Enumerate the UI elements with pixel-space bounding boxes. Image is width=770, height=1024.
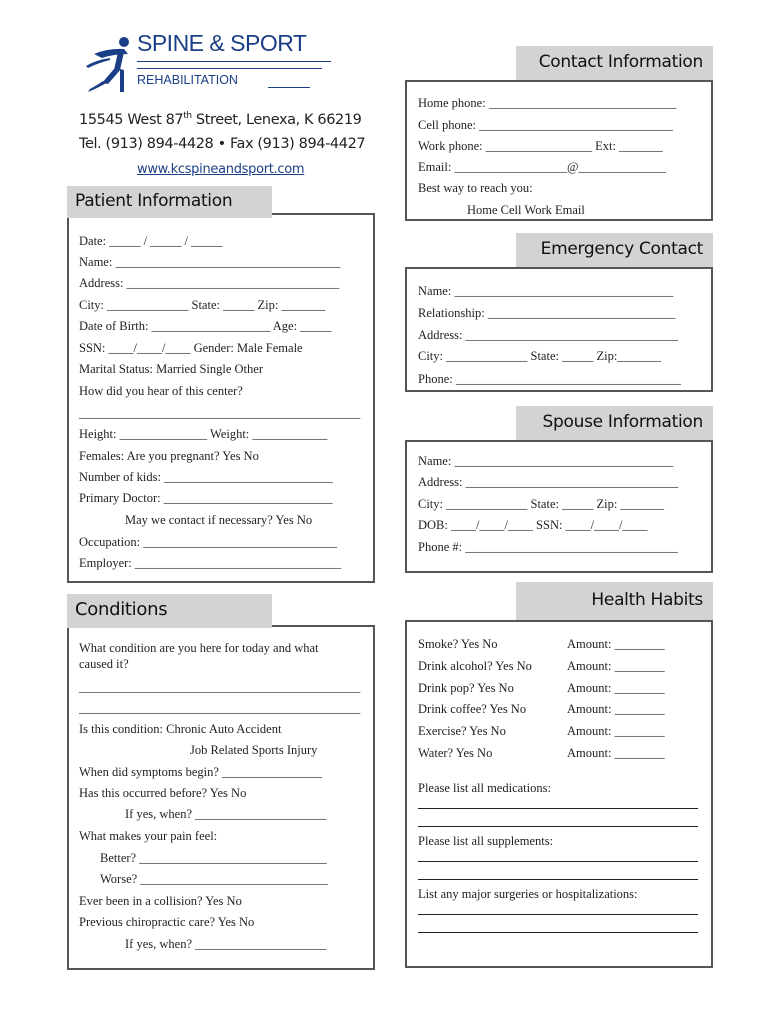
conditions-line-2[interactable]: caused it? <box>79 657 129 671</box>
contact-information-header: Contact Information <box>516 46 713 80</box>
patient-line-15[interactable]: Occupation: _______________________________ <box>79 535 337 549</box>
conditions-line-14[interactable]: Previous chiropractic care? Yes No <box>79 915 255 929</box>
patient-line-6[interactable]: SSN: ____/____/____ Gender: Male Female <box>79 341 303 355</box>
conditions-line-6[interactable]: Job Related Sports Injury <box>190 743 318 757</box>
list-medications-entry-line[interactable] <box>418 826 698 827</box>
patient-information-header: Patient Information <box>67 186 272 218</box>
contact-line-5[interactable]: Best way to reach you: <box>418 181 533 195</box>
patient-line-14[interactable]: May we contact if necessary? Yes No <box>125 513 313 527</box>
conditions-line-8[interactable]: Has this occurred before? Yes No <box>79 786 247 800</box>
address-line-2: Tel. (913) 894-4428 • Fax (913) 894-4427 <box>79 136 366 152</box>
emergency-line-1[interactable]: Name: ___________________________________ <box>418 284 674 298</box>
health-habit-amount[interactable]: Amount: ________ <box>567 659 665 673</box>
patient-line-9[interactable]: _____________________________________________ <box>79 406 361 420</box>
list-surgeries-entry-line[interactable] <box>418 914 698 915</box>
patient-line-5[interactable]: Date of Birth: ___________________ Age: _____ <box>79 319 332 333</box>
spouse-line-2[interactable]: Address: __________________________________ <box>418 475 679 489</box>
conditions-line-4[interactable]: _____________________________________________ <box>79 701 361 715</box>
list-medications-entry-line[interactable] <box>418 808 698 809</box>
list-surgeries-label: List any major surgeries or hospitalizations: <box>418 887 638 901</box>
health-habit-amount[interactable]: Amount: ________ <box>567 681 665 695</box>
patient-line-12[interactable]: Number of kids: ___________________________ <box>79 470 333 484</box>
patient-line-2[interactable]: Name: ____________________________________ <box>79 255 341 269</box>
health-habit-question[interactable]: Water? Yes No <box>418 746 493 760</box>
health-habit-question[interactable]: Drink coffee? Yes No <box>418 702 527 716</box>
website-link[interactable]: www.kcspineandsport.com <box>137 162 305 177</box>
address-line-1: 15545 West 87th Street, Lenexa, K 66219 <box>79 111 362 128</box>
patient-line-1[interactable]: Date: _____ / _____ / _____ <box>79 234 223 248</box>
spouse-line-1[interactable]: Name: ___________________________________ <box>418 454 674 468</box>
conditions-line-1[interactable]: What condition are you here for today and what <box>79 641 319 655</box>
health-habit-amount[interactable]: Amount: ________ <box>567 724 665 738</box>
patient-line-3[interactable]: Address: __________________________________ <box>79 276 340 290</box>
patient-line-13[interactable]: Primary Doctor: ___________________________ <box>79 491 333 505</box>
list-supplements-label: Please list all supplements: <box>418 834 554 848</box>
conditions-line-5[interactable]: Is this condition: Chronic Auto Accident <box>79 722 282 736</box>
runner-logo-icon <box>84 36 140 94</box>
conditions-line-7[interactable]: When did symptoms begin? ________________ <box>79 765 323 779</box>
health-habits-header: Health Habits <box>516 582 713 620</box>
contact-line-2[interactable]: Cell phone: _______________________________ <box>418 118 673 132</box>
conditions-line-15[interactable]: If yes, when? _____________________ <box>125 937 327 951</box>
patient-line-16[interactable]: Employer: _________________________________ <box>79 556 342 570</box>
conditions-line-10[interactable]: What makes your pain feel: <box>79 829 218 843</box>
emergency-contact-header: Emergency Contact <box>516 233 713 267</box>
patient-line-7[interactable]: Marital Status: Married Single Other <box>79 362 263 376</box>
conditions-header: Conditions <box>67 594 272 628</box>
spouse-line-4[interactable]: DOB: ____/____/____ SSN: ____/____/____ <box>418 518 648 532</box>
health-habit-question[interactable]: Drink alcohol? Yes No <box>418 659 532 673</box>
health-habit-amount[interactable]: Amount: ________ <box>567 702 665 716</box>
patient-line-11[interactable]: Females: Are you pregnant? Yes No <box>79 449 259 463</box>
spouse-line-3[interactable]: City: _____________ State: _____ Zip: _______ <box>418 497 665 511</box>
conditions-line-3[interactable]: _____________________________________________ <box>79 680 361 694</box>
logo-title: SPINE & SPORT <box>137 30 307 56</box>
spouse-line-5[interactable]: Phone #: __________________________________ <box>418 540 678 554</box>
list-supplements-entry-line[interactable] <box>418 879 698 880</box>
list-supplements-entry-line[interactable] <box>418 861 698 862</box>
health-habit-question[interactable]: Exercise? Yes No <box>418 724 506 738</box>
health-habit-question[interactable]: Drink pop? Yes No <box>418 681 514 695</box>
patient-line-10[interactable]: Height: ______________ Weight: ____________ <box>79 427 328 441</box>
emergency-line-2[interactable]: Relationship: ______________________________ <box>418 306 676 320</box>
emergency-line-4[interactable]: City: _____________ State: _____ Zip:_______ <box>418 349 662 363</box>
list-medications-label: Please list all medications: <box>418 781 551 795</box>
contact-line-6[interactable]: Home Cell Work Email <box>467 203 585 217</box>
logo-subtitle: REHABILITATION <box>137 73 238 87</box>
health-habit-amount[interactable]: Amount: ________ <box>567 637 665 651</box>
spouse-information-header: Spouse Information <box>516 406 713 440</box>
health-habit-amount[interactable]: Amount: ________ <box>567 746 665 760</box>
contact-line-1[interactable]: Home phone: ______________________________ <box>418 96 677 110</box>
patient-line-8[interactable]: How did you hear of this center? <box>79 384 243 398</box>
conditions-line-11[interactable]: Better? ______________________________ <box>100 851 327 865</box>
contact-line-4[interactable]: Email: __________________@______________ <box>418 160 666 174</box>
conditions-line-13[interactable]: Ever been in a collision? Yes No <box>79 894 242 908</box>
emergency-line-5[interactable]: Phone: ____________________________________ <box>418 372 681 386</box>
conditions-line-12[interactable]: Worse? ______________________________ <box>100 872 328 886</box>
list-surgeries-entry-line[interactable] <box>418 932 698 933</box>
patient-line-4[interactable]: City: _____________ State: _____ Zip: _______ <box>79 298 326 312</box>
emergency-line-3[interactable]: Address: __________________________________ <box>418 328 679 342</box>
conditions-line-9[interactable]: If yes, when? _____________________ <box>125 807 327 821</box>
contact-line-3[interactable]: Work phone: _________________ Ext: _______ <box>418 139 663 153</box>
health-habit-question[interactable]: Smoke? Yes No <box>418 637 498 651</box>
